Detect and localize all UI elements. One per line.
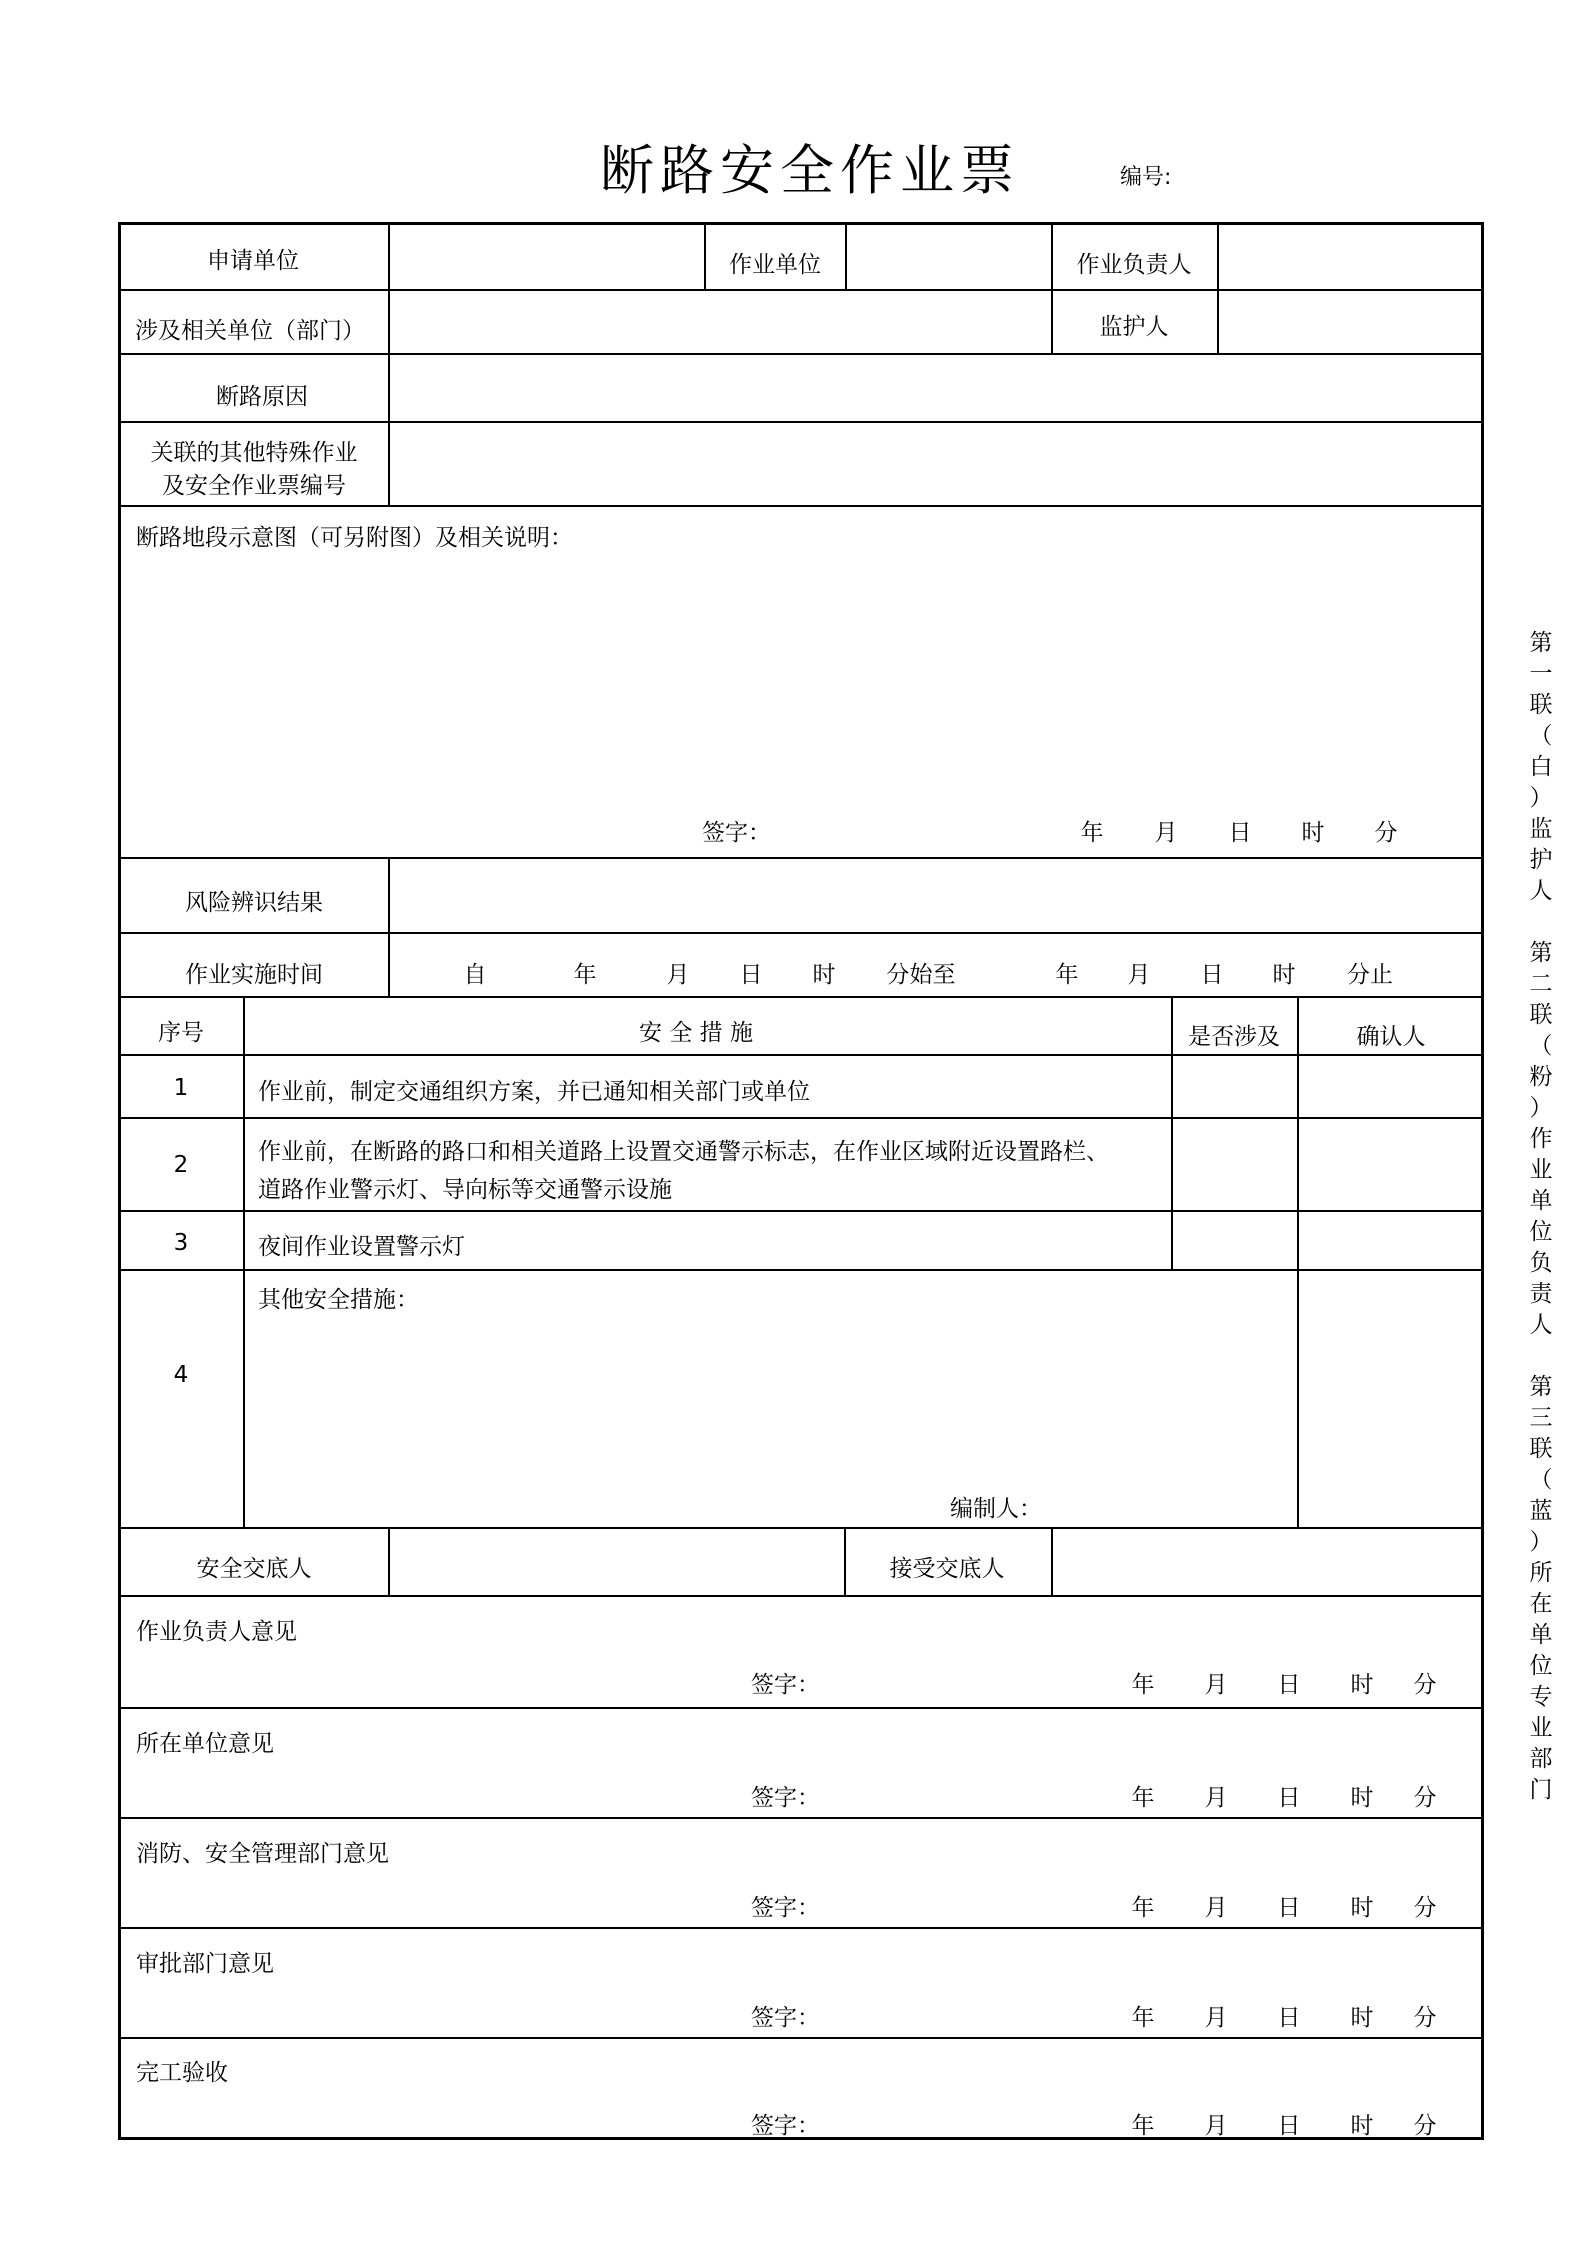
work-time-label: 作业实施时间 — [185, 962, 323, 988]
row-divider — [118, 1054, 1484, 1056]
opinion-2-minute: 分 — [1413, 1785, 1437, 1811]
column-divider — [243, 996, 245, 1528]
work-time-from: 自 — [463, 962, 487, 988]
measures-header-measure: 安 全 措 施 — [639, 1020, 753, 1046]
opinion-5-hour: 时 — [1350, 2113, 1374, 2139]
opinion-4-year: 年 — [1131, 2005, 1155, 2031]
risk-label: 风险辨识结果 — [185, 890, 323, 916]
work-time-day-2: 日 — [1200, 962, 1224, 988]
opinion-3-day: 日 — [1277, 1895, 1301, 1921]
diagram-month-label: 月 — [1154, 820, 1178, 846]
column-divider — [388, 222, 390, 506]
diagram-year-label: 年 — [1080, 820, 1104, 846]
work-time-year: 年 — [573, 962, 597, 988]
column-divider — [388, 857, 390, 997]
opinion-1-month: 月 — [1204, 1672, 1228, 1698]
row-divider — [118, 1927, 1484, 1929]
serial-number-label: 编号: — [1120, 165, 1172, 190]
diagram-minute-label: 分 — [1374, 820, 1398, 846]
work-time-hour: 时 — [812, 962, 836, 988]
measure-2-text-line1: 作业前，在断路的路口和相关道路上设置交通警示标志，在作业区域附近设置路栏、 — [258, 1139, 1109, 1165]
opinion-5-day: 日 — [1277, 2113, 1301, 2139]
opinion-1-sign: 签字： — [751, 1672, 820, 1698]
row-divider — [118, 1210, 1484, 1212]
work-time-min-to: 分始至 — [886, 962, 956, 988]
column-divider — [1051, 1527, 1053, 1596]
row-divider — [118, 932, 1484, 934]
measure-2-text-line2: 道路作业警示灯、导向标等交通警示设施 — [258, 1177, 672, 1203]
related-permit-label-line1: 关联的其他特殊作业 — [150, 440, 358, 466]
diagram-hour-label: 时 — [1301, 820, 1325, 846]
opinion-4-sign: 签字： — [751, 2005, 820, 2031]
row-divider — [118, 505, 1484, 507]
opinion-1-day: 日 — [1277, 1672, 1301, 1698]
measure-2-no: 2 — [173, 1152, 189, 1178]
opinion-1-hour: 时 — [1350, 1672, 1374, 1698]
work-time-min-end: 分止 — [1347, 962, 1393, 988]
work-time-year-2: 年 — [1055, 962, 1079, 988]
diagram-label: 断路地段示意图（可另附图）及相关说明： — [136, 525, 573, 551]
row-divider — [118, 1707, 1484, 1709]
row-divider — [118, 1117, 1484, 1119]
opinion-4-minute: 分 — [1413, 2005, 1437, 2031]
work-time-month-2: 月 — [1127, 962, 1151, 988]
handover-giver-label: 安全交底人 — [196, 1556, 312, 1582]
opinion-3-year: 年 — [1131, 1895, 1155, 1921]
opinion-3-minute: 分 — [1413, 1895, 1437, 1921]
opinion-5-month: 月 — [1204, 2113, 1228, 2139]
opinion-5-year: 年 — [1131, 2113, 1155, 2139]
row-divider — [118, 857, 1484, 859]
measures-header-involved: 是否涉及 — [1188, 1024, 1280, 1050]
handover-receiver-label: 接受交底人 — [889, 1556, 1005, 1582]
side-note-glyphs: 第 一 联 （ 白 ） 监 护 人 第 二 联 （ 粉 ） 作 业 单 位 负 责 人 第 三 联 （ 蓝 ） 所 在 单 位 专 业 部 门 — [1529, 630, 1553, 1803]
row-divider — [118, 1269, 1484, 1271]
related-permit-label-line2: 及安全作业票编号 — [162, 473, 346, 499]
measure-3-text: 夜间作业设置警示灯 — [258, 1234, 465, 1260]
measure-3-no: 3 — [173, 1230, 189, 1256]
row-divider — [118, 2037, 1484, 2039]
row-divider — [118, 1595, 1484, 1597]
column-divider — [1217, 222, 1219, 354]
opinion-1-year: 年 — [1131, 1672, 1155, 1698]
opinion-2-hour: 时 — [1350, 1785, 1374, 1811]
opinion-approval: 审批部门意见 — [136, 1951, 274, 1977]
measure-1-text: 作业前，制定交通组织方案，并已通知相关部门或单位 — [258, 1079, 810, 1105]
row-divider — [118, 1527, 1484, 1529]
measures-header-confirmer: 确认人 — [1356, 1024, 1426, 1050]
opinion-5-minute: 分 — [1413, 2113, 1437, 2139]
opinion-4-hour: 时 — [1350, 2005, 1374, 2031]
opinion-4-month: 月 — [1204, 2005, 1228, 2031]
guardian-label: 监护人 — [1099, 314, 1169, 340]
opinion-3-sign: 签字： — [751, 1895, 820, 1921]
column-divider — [844, 1527, 846, 1596]
opinion-3-month: 月 — [1204, 1895, 1228, 1921]
opinion-fire-safety: 消防、安全管理部门意见 — [136, 1841, 389, 1867]
opinion-work-leader: 作业负责人意见 — [136, 1619, 297, 1645]
column-divider — [388, 1527, 390, 1596]
measure-4-compiler: 编制人： — [950, 1496, 1042, 1522]
diagram-day-label: 日 — [1228, 820, 1252, 846]
row-divider — [118, 353, 1484, 355]
opinion-2-sign: 签字： — [751, 1785, 820, 1811]
row-divider — [118, 289, 1484, 291]
column-divider — [1297, 996, 1299, 1528]
row-divider — [118, 1817, 1484, 1819]
work-time-month: 月 — [666, 962, 690, 988]
work-time-hour-2: 时 — [1272, 962, 1296, 988]
column-divider — [704, 222, 706, 290]
measure-4-no: 4 — [173, 1362, 189, 1388]
opinion-3-hour: 时 — [1350, 1895, 1374, 1921]
opinion-completion: 完工验收 — [136, 2060, 228, 2086]
measure-1-no: 1 — [173, 1075, 189, 1101]
opinion-5-sign: 签字： — [751, 2113, 820, 2139]
work-time-day: 日 — [739, 962, 763, 988]
column-divider — [1171, 996, 1173, 1270]
diagram-sign-label: 签字： — [702, 820, 771, 846]
reason-label: 断路原因 — [216, 384, 308, 410]
apply-unit-label: 申请单位 — [207, 248, 299, 274]
work-unit-label: 作业单位 — [729, 252, 821, 278]
row-divider — [118, 996, 1484, 998]
opinion-2-month: 月 — [1204, 1785, 1228, 1811]
opinion-unit: 所在单位意见 — [136, 1731, 274, 1757]
copy-distribution-note — [1524, 628, 1558, 1806]
column-divider — [1051, 222, 1053, 354]
column-divider — [845, 222, 847, 290]
opinion-4-day: 日 — [1277, 2005, 1301, 2031]
measures-header-no: 序号 — [158, 1020, 204, 1046]
related-units-label: 涉及相关单位（部门） — [135, 318, 365, 344]
opinion-2-year: 年 — [1131, 1785, 1155, 1811]
row-divider — [118, 421, 1484, 423]
opinion-2-day: 日 — [1277, 1785, 1301, 1811]
page-title: 断路安全作业票 — [600, 139, 1020, 202]
work-leader-label: 作业负责人 — [1076, 252, 1192, 278]
measure-4-text: 其他安全措施： — [258, 1287, 419, 1313]
opinion-1-minute: 分 — [1413, 1672, 1437, 1698]
